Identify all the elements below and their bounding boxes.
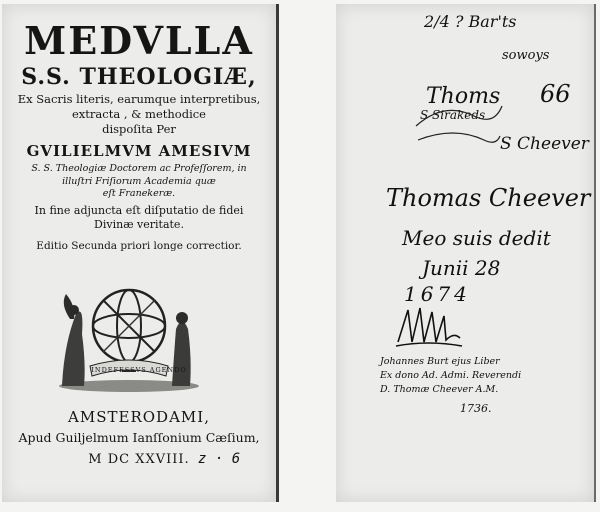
inscription-line: Johannes Burt ejus Liber (380, 356, 500, 367)
author-description (2, 163, 276, 201)
description-lines (2, 92, 276, 137)
appendix-line: In fine adjuncta eſt diſputatio de fidei (34, 204, 244, 217)
inscription-date: 1736. (460, 402, 492, 415)
description-line: Ex Sacris literis, earumque interpretibus, (17, 92, 261, 106)
author-desc-line: S. S. Theologiæ Doctorem ac Profeſſorem, in (31, 163, 247, 174)
book-title: MEDVLLA (24, 18, 254, 63)
appendix-note (2, 204, 276, 232)
handwritten-owner-name: Thomas Cheever (386, 184, 591, 212)
title-page (2, 4, 279, 502)
book-subtitle: S.S. THEOLOGIÆ, (21, 64, 257, 90)
handwritten-year: 1674 (404, 282, 471, 306)
handwritten-junii: Junii 28 (422, 256, 501, 280)
author-name: GVILIELMVM AMESIVM (26, 142, 252, 160)
description-line: extracta , & methodice (72, 107, 206, 121)
description-line: dispoſita Per (102, 122, 176, 136)
author-desc-line: illuſtri Friſiorum Academia quæ (62, 175, 216, 187)
fly-leaf (336, 4, 596, 502)
imprint-printer: Apud Guiljelmum Ianſſonium Cæſium, (18, 430, 260, 445)
handwritten-top-line: 2/4 ? Bar'ts (424, 12, 517, 31)
inscription-line: Ex dono Ad. Admi. Reverendi (380, 370, 522, 381)
handwritten-shelf-mark: z · 6 (198, 451, 241, 467)
edition-note: Editio Secunda priori longe correctior. (36, 240, 242, 252)
appendix-line: Divinæ veritate. (94, 218, 184, 231)
author-desc-line: eſt Franekeræ. (102, 188, 176, 199)
handwritten-sowers: sowoys (502, 48, 550, 63)
handwritten-signature-flourish (394, 302, 464, 350)
imprint-place: AMSTERODAMI, (68, 408, 210, 426)
imprint-year: M DC XXVIII. (88, 452, 190, 467)
handwritten-meo-suis-dedit: Meo suis dedit (402, 226, 551, 250)
handwritten-thoms-sub: S Sirakeds (420, 108, 486, 122)
handwritten-66: 66 (540, 80, 571, 108)
handwritten-cheever: S Cheever (500, 134, 589, 154)
inscription-line: D. Thomæ Cheever A.M. (380, 384, 499, 395)
pen-flourish (414, 96, 504, 156)
device-motto: INDEFESSVS AGENDO (91, 366, 187, 374)
printers-device-armillary-sphere (54, 274, 204, 394)
handwritten-thoms: Thoms (426, 84, 501, 109)
